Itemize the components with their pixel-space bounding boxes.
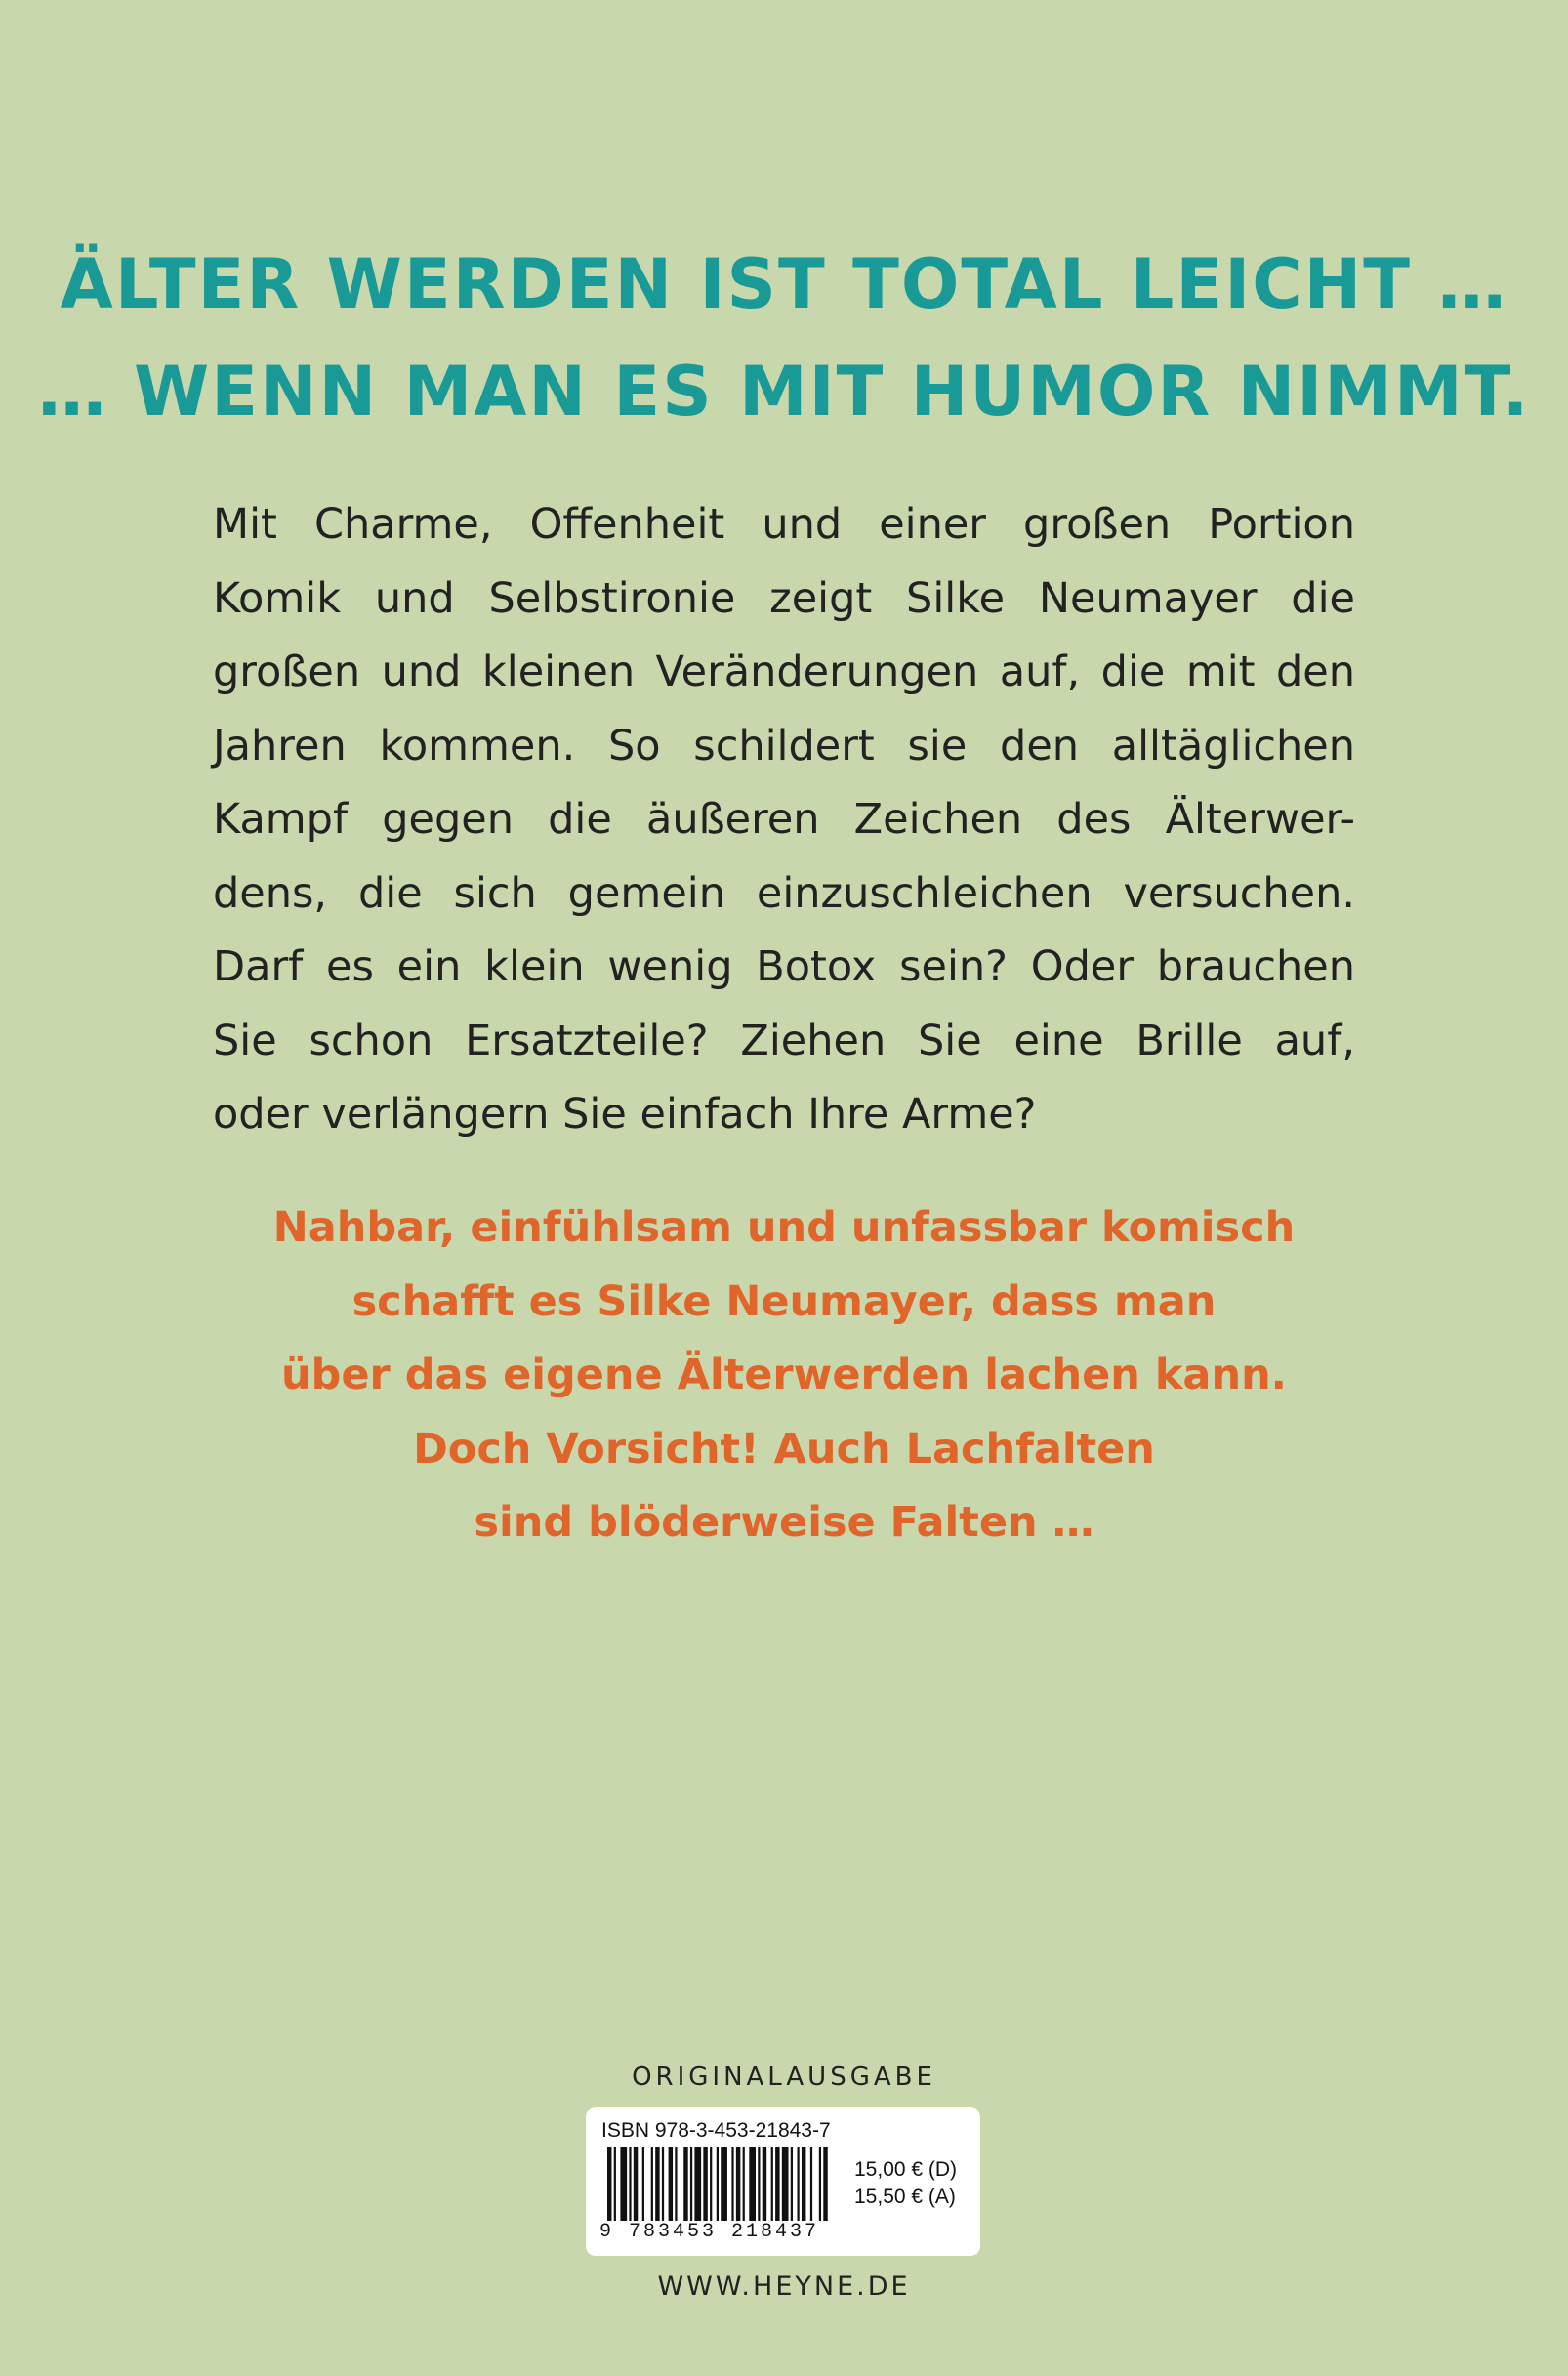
tagline-line: schafft es Silke Neumayer, dass man [351,1276,1217,1326]
barcode-bar [642,2147,644,2221]
barcode-bar [717,2147,719,2221]
blurb-line: Darf es ein klein wenig Botox sein? Oder brauchen [213,942,1355,991]
blurb-line: dens, die sich gemein einzuschleichen versuchen. [213,868,1355,918]
blurb-line: Jahren kommen. So schildert sie den alltäglichen [213,721,1355,771]
barcode-bar [651,2147,653,2221]
barcode-bar [683,2147,687,2221]
blurb-line: oder verlängern Sie einfach Ihre Arme? [213,1090,1037,1139]
blurb-line: Kampf gegen die äußeren Zeichen des Älterwer- [213,795,1355,844]
tagline-line: Doch Vorsicht! Auch Lachfalten [413,1424,1155,1474]
headline-line-1: ÄLTER WERDEN IST TOTAL LEICHT … [60,244,1508,324]
barcode-bar [690,2147,692,2221]
barcode-bar [694,2147,701,2221]
edition-label: ORIGINALAUSGABE [632,2063,936,2092]
publisher-website: WWW.HEYNE.DE [657,2272,911,2302]
barcode-bar [721,2147,727,2221]
barcode-bar [758,2147,760,2221]
barcode-bar [782,2147,789,2221]
barcode-bar [775,2147,779,2221]
blurb-line: großen und kleinen Veränderungen auf, die mit den [213,647,1355,696]
barcode-bar [731,2147,733,2221]
tagline-quote [0,1191,1568,1561]
barcode-bar [791,2147,793,2221]
barcode-bar [675,2147,677,2221]
barcode-bar [763,2147,766,2221]
barcode-digits: 9 783453 218437 [599,2221,820,2243]
barcode-bar [614,2147,616,2221]
barcode-graphic [607,2147,830,2221]
barcode-box [586,2107,980,2256]
barcode-bar [797,2147,799,2221]
barcode-bar [810,2147,812,2221]
barcode-bar [823,2147,827,2221]
blurb-line: Sie schon Ersatzteile? Ziehen Sie eine Brille auf, [213,1016,1355,1065]
barcode-bar [662,2147,664,2221]
price-germany: 15,00 € (D) [854,2158,958,2181]
barcode-bar [743,2147,745,2221]
barcode-bar [607,2147,611,2221]
tagline-line: Nahbar, einfühlsam und unfassbar komisch [272,1203,1296,1252]
tagline-line: über das eigene Älterwerden lachen kann. [280,1351,1288,1399]
blurb-line: Mit Charme, Offenheit und einer großen Portion [213,500,1355,549]
barcode-bar [771,2147,773,2221]
barcode-bar [655,2147,659,2221]
price-austria: 15,50 € (A) [854,2186,956,2208]
barcode-bar [710,2147,712,2221]
barcode-bar [620,2147,627,2221]
barcode-bar [634,2147,638,2221]
barcode-bar [749,2147,756,2221]
blurb-paragraph [213,488,1355,1152]
barcode-bar [629,2147,631,2221]
blurb-line: Komik und Selbstironie zeigt Silke Neumayer die [213,573,1355,623]
barcode-bar [819,2147,821,2221]
barcode-bar [802,2147,805,2221]
barcode-bar [736,2147,740,2221]
headline-line-2: … WENN MAN ES MIT HUMOR NIMMT. [37,352,1531,432]
tagline-line: sind blöderweise Falten … [474,1498,1094,1547]
barcode-bar [703,2147,707,2221]
isbn-label: ISBN 978-3-453-21843-7 [601,2119,831,2142]
barcode-bar [669,2147,673,2221]
